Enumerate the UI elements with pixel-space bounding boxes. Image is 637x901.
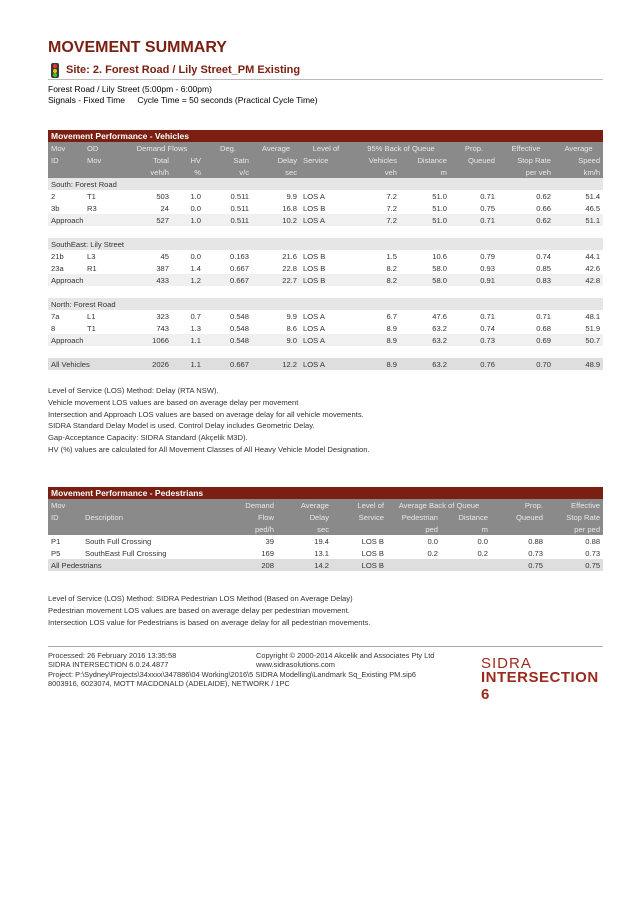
note-line: Level of Service (LOS) Method: SIDRA Pedestrian LOS Method (Based on Average Delay) xyxy=(48,594,353,603)
page-title: MOVEMENT SUMMARY xyxy=(48,39,227,56)
table-row: 2 T1 503 1.0 0.511 9.9 LOS A 7.2 51.0 0.71 0.62 51.4 xyxy=(51,191,601,201)
note-line: HV (%) values are calculated for All Movement Classes of All Heavy Vehicle Model Designation. xyxy=(48,444,370,454)
note-line: Level of Service (LOS) Method: Delay (RTA NSW). xyxy=(48,386,219,395)
table-row: 3b R3 24 0.0 0.511 16.8 LOS B 7.2 51.0 0.75 0.66 46.5 xyxy=(51,203,601,213)
software-version: SIDRA INTERSECTION 6.0.24.4877 xyxy=(48,660,169,670)
table-row: 21b L3 45 0.0 0.163 21.6 LOS B 1.5 10.6 0.79 0.74 44.1 xyxy=(51,251,601,261)
project-path: Project: P:\Sydney\Projects\34xxxx\347886\04 Working\2016\5 SIDRA Modelling\Landmark Sq_Existing PM.sip6 xyxy=(48,669,416,679)
site-title: Site: 2. Forest Road / Lily Street_PM Existing xyxy=(66,64,301,76)
table-row: 8 T1 743 1.3 0.548 8.6 LOS A 8.9 63.2 0.74 0.68 51.9 xyxy=(51,323,601,333)
pedestrian-table-caption: Movement Performance - Pedestrians xyxy=(48,487,603,499)
signal-info xyxy=(48,95,328,105)
approach-row: Approach 433 1.2 0.667 22.7 LOS B 8.2 58.0 0.91 0.83 42.8 xyxy=(48,274,603,286)
vehicle-performance-table xyxy=(48,130,603,370)
note-line: Intersection and Approach LOS values are based on average delay for all vehicle movements. xyxy=(48,409,364,419)
pedestrian-notes xyxy=(48,593,371,628)
traffic-signal-icon xyxy=(51,63,59,78)
header-row: Mov Demand Average Level of Average Back of Queue Prop. Effective xyxy=(48,499,603,511)
license-info: 8003916, 6023074, MOTT MACDONALD (ADELAIDE), NETWORK / 1PC xyxy=(48,679,290,689)
approach-heading: SouthEast: Lily Street xyxy=(48,238,603,250)
cycle-time: Cycle Time = 50 seconds (Practical Cycle Time) xyxy=(137,95,318,105)
total-row: All Pedestrians 208 14.2 LOS B 0.75 0.75 xyxy=(48,559,603,571)
copyright: Copyright © 2000-2014 Akcelik and Associates Pty Ltd xyxy=(256,651,435,660)
processed-date: Processed: 26 February 2016 13:35:58 xyxy=(48,651,177,660)
site-subtitle: Forest Road / Lily Street (5:00pm - 6:00pm) xyxy=(48,84,212,94)
note-line: Gap-Acceptance Capacity: SIDRA Standard (Akçelik M3D). xyxy=(48,433,248,443)
site-header xyxy=(48,63,603,80)
vehicle-table-caption: Movement Performance - Vehicles xyxy=(48,130,603,142)
footer-middle xyxy=(256,651,434,670)
table-row: P1 South Full Crossing 39 19.4 LOS B 0.0 0.0 0.88 0.88 xyxy=(51,536,601,546)
vehicle-notes xyxy=(48,385,370,456)
pedestrian-performance-table xyxy=(48,487,603,571)
approach-heading: South: Forest Road xyxy=(48,178,603,190)
signal-type: Signals - Fixed Time xyxy=(48,95,125,105)
header-row: ID Description Flow Delay Service Pedestrian Distance Queued Stop Rate xyxy=(48,511,603,523)
note-line: Vehicle movement LOS values are based on average delay per movement xyxy=(48,397,299,407)
approach-row: Approach 527 1.0 0.511 10.2 LOS A 7.2 51.0 0.71 0.62 51.1 xyxy=(48,214,603,226)
approach-heading: North: Forest Road xyxy=(48,298,603,310)
header-row: veh/h % v/c sec veh m per veh km/h xyxy=(48,166,603,178)
note-line: Pedestrian movement LOS values are based on average delay per pedestrian movement. xyxy=(48,605,350,615)
sidra-logo-bottom: INTERSECTION 6 xyxy=(481,669,599,703)
sidra-logo-top: SIDRA xyxy=(481,655,532,672)
note-line: SIDRA Standard Delay Model is used. Control Delay includes Geometric Delay. xyxy=(48,421,315,431)
header-row: ID Mov Total HV Satn Delay Service Vehicles Distance Queued Stop Rate Speed xyxy=(48,154,603,166)
total-row: All Vehicles 2026 1.1 0.667 12.2 LOS A 8.9 63.2 0.76 0.70 48.9 xyxy=(48,358,603,370)
note-line: Intersection LOS value for Pedestrians is based on average delay for all pedestrian movements. xyxy=(48,617,371,627)
header-row: ped/h sec ped m per ped xyxy=(48,523,603,535)
table-row: 7a L1 323 0.7 0.548 9.9 LOS A 6.7 47.6 0.71 0.71 48.1 xyxy=(51,311,601,321)
website: www.sidrasolutions.com xyxy=(256,660,335,670)
table-row: 23a R1 387 1.4 0.667 22.8 LOS B 8.2 58.0 0.93 0.85 42.6 xyxy=(51,263,601,273)
page-footer xyxy=(48,646,603,703)
header-row: Mov OD Demand Flows Deg. Average Level of 95% Back of Queue Prop. Effective Average xyxy=(48,142,603,154)
approach-row: Approach 1066 1.1 0.548 9.0 LOS A 8.9 63.2 0.73 0.69 50.7 xyxy=(48,334,603,346)
table-row: P5 SouthEast Full Crossing 169 13.1 LOS B 0.2 0.2 0.73 0.73 xyxy=(51,548,601,558)
